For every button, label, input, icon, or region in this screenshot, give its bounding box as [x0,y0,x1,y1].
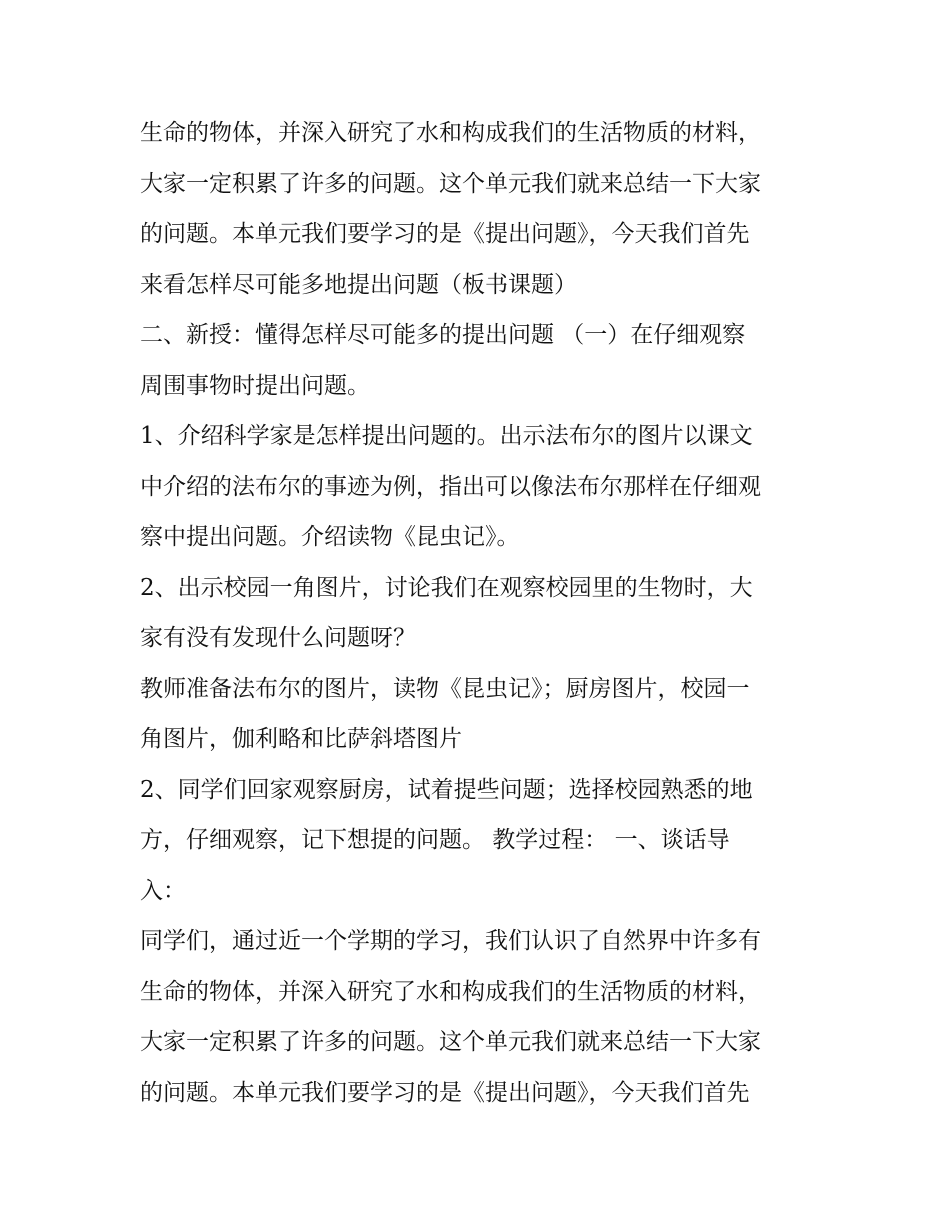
text-line: 生命的物体，并深入研究了水和构成我们的生活物质的材料， [140,120,761,146]
text-line: 来看怎样尽可能多地提出问题（板书课题） [140,271,577,298]
text-line: 同学们，通过近一个学期的学习，我们认识了自然界中许多有 [140,928,761,954]
text-line: 周围事物时提出问题。 [140,372,370,399]
document-body [140,108,820,1118]
text-line: 的问题。本单元我们要学习的是《提出问题》，今天我们首先 [140,1079,750,1106]
text-line: 的问题。本单元我们要学习的是《提出问题》，今天我们首先 [140,221,750,247]
text-line: 家有没有发现什么问题呀？ [140,625,416,651]
text-line: 教师准备法布尔的图片，读物《昆虫记》；厨房图片，校园一 [140,675,750,702]
text-line: 中介绍的法布尔的事迹为例，指出可以像法布尔那样在仔细观 [140,473,761,500]
text-line: 生命的物体，并深入研究了水和构成我们的生活物质的材料， [140,978,761,1005]
text-line: 角图片，伽利略和比萨斜塔图片 [140,726,462,752]
text-line: 大家一定积累了许多的问题。这个单元我们就来总结一下大家 [140,1029,761,1055]
text-line: 察中提出问题。介绍读物《昆虫记》。 [140,524,520,550]
text-line: 1、介绍科学家是怎样提出问题的。出示法布尔的图片以课文 [140,423,753,449]
text-line: 大家一定积累了许多的问题。这个单元我们就来总结一下大家 [140,170,761,197]
text-line: 入： [140,877,186,904]
text-line: 2、同学们回家观察厨房，试着提些问题；选择校园熟悉的地 [140,776,753,803]
text-line: 方，仔细观察，记下想提的问题。 教学过程： 一、谈话导 [140,827,730,853]
text-line: 二、新授：懂得怎样尽可能多的提出问题 （一）在仔细观察 [140,322,746,348]
text-line: 2、出示校园一角图片，讨论我们在观察校园里的生物时，大 [140,574,753,601]
